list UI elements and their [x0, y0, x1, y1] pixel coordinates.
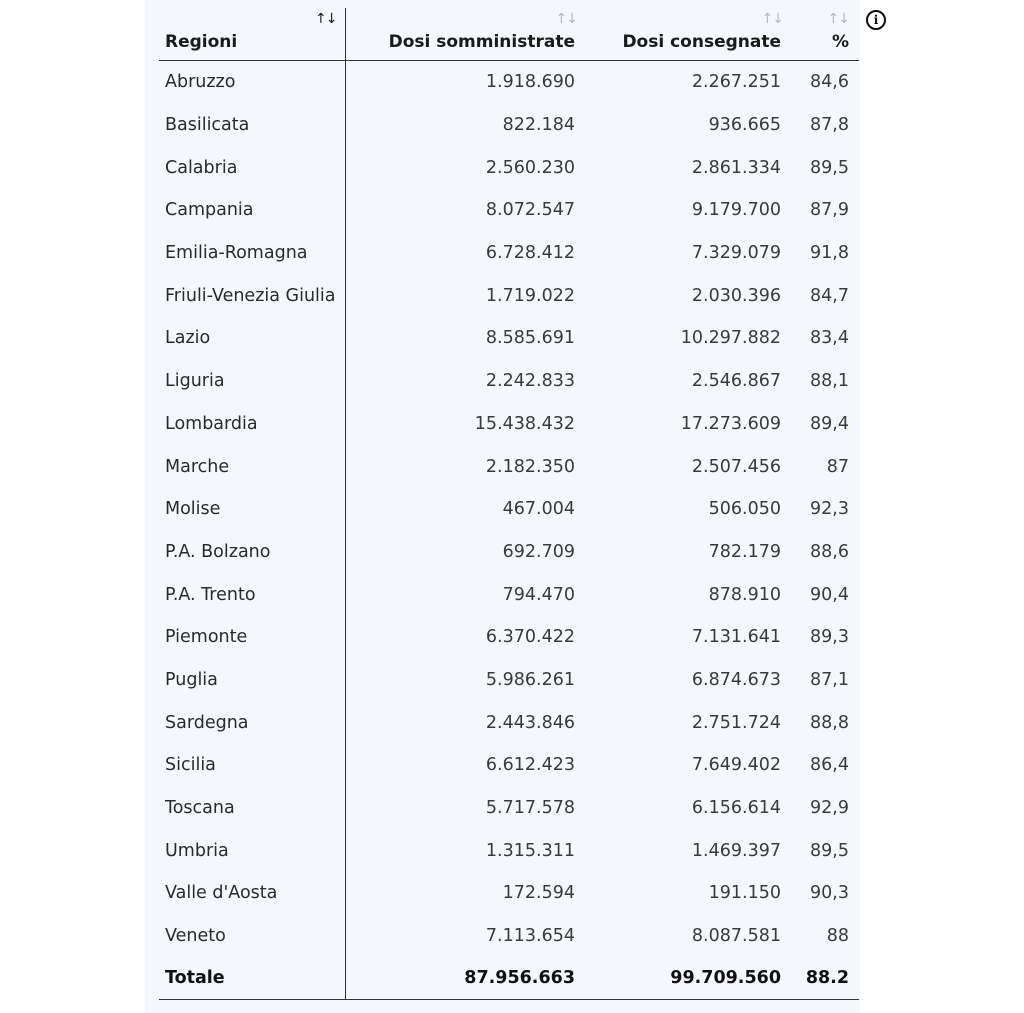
cell-consegnate: 7.649.402 [691, 755, 781, 776]
cell-somministrate: 172.594 [502, 883, 575, 904]
table-body [159, 61, 859, 958]
cell-somministrate: 692.709 [502, 541, 575, 562]
column-header-consegnate[interactable] [581, 8, 787, 61]
table-row [159, 274, 859, 317]
cell-consegnate: 878.910 [708, 584, 781, 605]
cell-consegnate: 1.469.397 [691, 840, 781, 861]
cell-regione: P.A. Bolzano [159, 531, 345, 574]
table-row [159, 61, 859, 104]
total-somministrate: 87.956.663 [345, 957, 581, 1000]
table-row [159, 104, 859, 147]
cell-consegnate: 6.156.614 [691, 798, 781, 819]
cell-consegnate: 506.050 [708, 499, 781, 520]
column-header-label: Dosi somministrate [388, 32, 575, 52]
cell-percentuale: 90,4 [810, 584, 849, 605]
cell-somministrate: 6.612.423 [485, 755, 575, 776]
column-header-percentuale[interactable] [787, 8, 859, 61]
cell-percentuale: 89,5 [810, 157, 849, 178]
column-header-somministrate[interactable] [345, 8, 581, 61]
sort-arrows-icon[interactable]: ↑↓ [761, 11, 783, 27]
cell-somministrate: 822.184 [502, 115, 575, 136]
cell-regione: Sardegna [159, 701, 345, 744]
cell-percentuale: 92,3 [810, 499, 849, 520]
cell-regione: Basilicata [159, 104, 345, 147]
cell-consegnate: 2.030.396 [691, 285, 781, 306]
cell-regione: Puglia [159, 659, 345, 702]
table-row [159, 146, 859, 189]
cell-consegnate: 191.150 [708, 883, 781, 904]
cell-somministrate: 2.443.846 [485, 712, 575, 733]
cell-regione: P.A. Trento [159, 573, 345, 616]
cell-percentuale: 89,5 [810, 840, 849, 861]
cell-percentuale: 84,7 [810, 285, 849, 306]
cell-regione: Liguria [159, 360, 345, 403]
cell-percentuale: 88,6 [810, 541, 849, 562]
cell-consegnate: 7.131.641 [691, 627, 781, 648]
cell-regione: Veneto [159, 915, 345, 958]
cell-somministrate: 2.560.230 [485, 157, 575, 178]
cell-consegnate: 2.267.251 [691, 72, 781, 93]
cell-regione: Molise [159, 488, 345, 531]
total-row [159, 957, 859, 1000]
cell-somministrate: 1.918.690 [485, 72, 575, 93]
table-row [159, 573, 859, 616]
cell-percentuale: 89,3 [810, 627, 849, 648]
cell-somministrate: 467.004 [502, 499, 575, 520]
cell-percentuale: 92,9 [810, 798, 849, 819]
cell-somministrate: 5.986.261 [485, 669, 575, 690]
table-row [159, 317, 859, 360]
sort-arrows-icon[interactable]: ↑↓ [555, 11, 577, 27]
cell-consegnate: 782.179 [708, 541, 781, 562]
table-header-row [159, 8, 859, 61]
cell-percentuale: 88,1 [810, 371, 849, 392]
table-row [159, 488, 859, 531]
cell-regione: Umbria [159, 829, 345, 872]
table-row [159, 787, 859, 830]
cell-consegnate: 6.874.673 [691, 669, 781, 690]
total-label: Totale [159, 957, 345, 1000]
table-row [159, 659, 859, 702]
cell-consegnate: 2.507.456 [691, 456, 781, 477]
cell-consegnate: 2.546.867 [691, 371, 781, 392]
column-header-label: Dosi consegnate [622, 32, 781, 52]
table-row [159, 360, 859, 403]
cell-consegnate: 8.087.581 [691, 926, 781, 947]
table-row [159, 829, 859, 872]
cell-somministrate: 6.370.422 [485, 627, 575, 648]
cell-somministrate: 1.719.022 [485, 285, 575, 306]
cell-percentuale: 86,4 [810, 755, 849, 776]
table-row [159, 232, 859, 275]
cell-percentuale: 87,1 [810, 669, 849, 690]
cell-somministrate: 1.315.311 [485, 840, 575, 861]
cell-percentuale: 83,4 [810, 328, 849, 349]
cell-percentuale: 84,6 [810, 72, 849, 93]
cell-percentuale: 89,4 [810, 413, 849, 434]
table-row [159, 531, 859, 574]
table-row [159, 616, 859, 659]
cell-percentuale: 87,9 [810, 200, 849, 221]
column-header-label: % [831, 32, 849, 52]
cell-percentuale: 87 [826, 456, 849, 477]
cell-regione: Friuli-Venezia Giulia [159, 274, 345, 317]
cell-somministrate: 15.438.432 [474, 413, 575, 434]
column-header-regioni[interactable] [159, 8, 345, 61]
total-consegnate: 99.709.560 [581, 957, 787, 1000]
total-percentuale: 88.2 [787, 957, 859, 1000]
cell-regione: Abruzzo [159, 61, 345, 104]
table-row [159, 445, 859, 488]
vaccine-doses-table [159, 8, 859, 1000]
cell-consegnate: 936.665 [708, 115, 781, 136]
cell-regione: Sicilia [159, 744, 345, 787]
cell-regione: Calabria [159, 146, 345, 189]
table-row [159, 701, 859, 744]
cell-percentuale: 88 [826, 926, 849, 947]
cell-consegnate: 2.861.334 [691, 157, 781, 178]
cell-somministrate: 7.113.654 [485, 926, 575, 947]
table-row [159, 189, 859, 232]
cell-consegnate: 10.297.882 [680, 328, 781, 349]
cell-somministrate: 8.072.547 [485, 200, 575, 221]
cell-regione: Lombardia [159, 403, 345, 446]
table-row [159, 872, 859, 915]
cell-somministrate: 2.182.350 [485, 456, 575, 477]
cell-regione: Lazio [159, 317, 345, 360]
cell-regione: Emilia-Romagna [159, 232, 345, 275]
column-header-label: Regioni [165, 32, 238, 52]
sort-arrows-icon[interactable]: ↑↓ [315, 11, 337, 27]
cell-percentuale: 88,8 [810, 712, 849, 733]
table-row [159, 915, 859, 958]
cell-somministrate: 8.585.691 [485, 328, 575, 349]
cell-percentuale: 91,8 [810, 243, 849, 264]
cell-regione: Piemonte [159, 616, 345, 659]
cell-consegnate: 17.273.609 [680, 413, 781, 434]
cell-somministrate: 5.717.578 [485, 798, 575, 819]
cell-somministrate: 2.242.833 [485, 371, 575, 392]
cell-consegnate: 7.329.079 [691, 243, 781, 264]
cell-regione: Marche [159, 445, 345, 488]
sort-arrows-icon[interactable]: ↑↓ [827, 11, 849, 27]
cell-somministrate: 6.728.412 [485, 243, 575, 264]
cell-consegnate: 2.751.724 [691, 712, 781, 733]
table-row [159, 744, 859, 787]
cell-regione: Toscana [159, 787, 345, 830]
cell-regione: Valle d'Aosta [159, 872, 345, 915]
cell-percentuale: 87,8 [810, 115, 849, 136]
cell-somministrate: 794.470 [502, 584, 575, 605]
cell-regione: Campania [159, 189, 345, 232]
info-icon[interactable]: i [866, 10, 886, 30]
cell-percentuale: 90,3 [810, 883, 849, 904]
table-row [159, 403, 859, 446]
cell-consegnate: 9.179.700 [691, 200, 781, 221]
